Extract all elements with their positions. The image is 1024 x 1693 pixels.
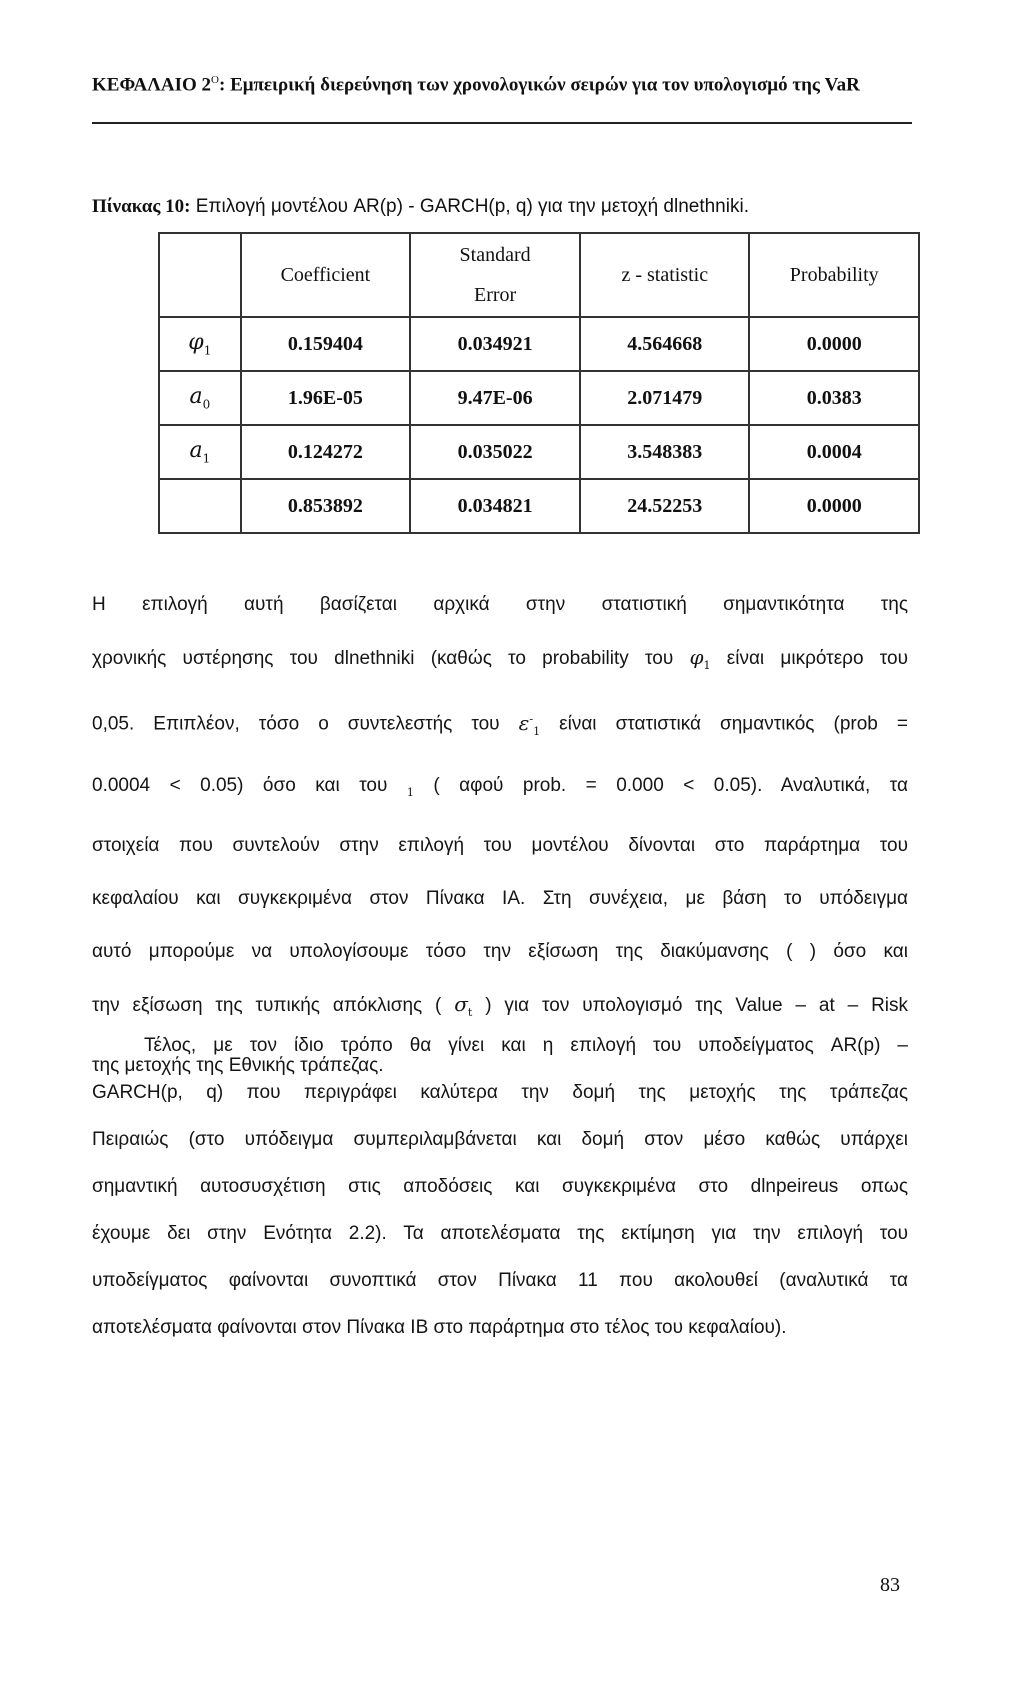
table-header-row [159,233,919,317]
row-symbol [159,479,241,533]
running-header [92,74,912,96]
cell-std-error: 9.47E-06 [410,371,580,425]
cell-std-error: 0.034821 [410,479,580,533]
header-standard-error: Standard Error [410,233,580,317]
header-divider [92,122,912,124]
paragraph-model-selection [92,578,908,1092]
text-line: κεφαλαίου και συγκεκριμένα στον Πίνακα ΙΑ. Στη συνέχεια, με βάση το υπόδειγμα [92,887,908,909]
text-line: αυτό μπορούμε να υπολογίσουμε τόσο την εξίσωση της διακύμανσης ( ) όσο και [92,940,908,962]
table-caption-label: Πίνακας 10: [92,196,191,217]
cell-std-error: 0.034921 [410,317,580,371]
text-line: της μετοχής της Εθνικής τράπεζας. [92,1054,384,1076]
cell-z-statistic: 2.071479 [580,371,749,425]
missing-symbol-subscript: 1 [406,785,414,799]
table-row [159,317,919,371]
cell-coefficient: 0.159404 [241,317,411,371]
header-empty-cell [159,233,241,317]
cell-z-statistic: 4.564668 [580,317,749,371]
row-symbol: $a_0$ [159,371,241,425]
table-row [159,479,919,533]
epsilon-symbol: $\varepsilon^-_1$ [518,710,541,738]
text-line: 0.0004 < 0.05) όσο και του $_1$ ( αφού prob. = 0.000 < 0.05). Αναλυτικά, τα [92,758,908,819]
cell-z-statistic: 3.548383 [580,425,749,479]
text-line: την εξίσωση της τυπικής απόκλισης ( $\sigma_t$ ) για τον υπολογισμό της Value – at – Risk [92,991,909,1019]
garch-results-table [158,232,920,534]
table-row [159,371,919,425]
sigma-symbol: $\sigma_t$ [454,991,473,1019]
table-caption-text: Επιλογή μοντέλου AR(p) - GARCH(p, q) για την μετοχή dlnethniki. [190,196,749,217]
text-line: σημαντική αυτοσυσχέτιση στις αποδόσεις και συγκεκριμένα στο dlnpeireus οπως [92,1176,908,1197]
phi-symbol: $\varphi_1$ [689,645,711,672]
cell-probability: 0.0383 [749,371,919,425]
cell-probability: 0.0000 [749,317,919,371]
text-line: Τέλος, με τον ίδιο τρόπο θα γίνει και η επιλογή του υποδείγματος AR(p) – [144,1035,908,1056]
cell-z-statistic: 24.52253 [580,479,749,533]
cell-coefficient: 0.124272 [241,425,411,479]
text-line: 0,05. Επιπλέον, τόσο ο συντελεστής του $\varepsilon^-_1$ είναι στατιστικά σημαντικός (prob = [92,710,908,738]
text-line: αποτελέσματα φαίνονται στον Πίνακα ΙΒ στο παράρτημα στο τέλος του κεφαλαίου). [92,1317,787,1338]
table-row [159,425,919,479]
chapter-title: : Εμπειρική διερεύνηση των χρονολογικών σειρών για τον υπολογισμό της VaR [219,74,860,96]
cell-coefficient: 1.96E-05 [241,371,411,425]
row-symbol: $a_1$ [159,425,241,479]
page-number: 83 [880,1574,900,1596]
cell-probability: 0.0000 [749,479,919,533]
header-z-statistic: z - statistic [580,233,749,317]
cell-probability: 0.0004 [749,425,919,479]
chapter-superscript: Ο [211,74,219,86]
chapter-label: ΚΕΦΑΛΑΙΟ 2 [92,74,212,96]
text-line: υποδείγματος φαίνονται συνοπτικά στον Πίνακα 11 που ακολουθεί (αναλυτικά τα [92,1270,908,1291]
text-line: Η επιλογή αυτή βασίζεται αρχικά στην στατιστική σημαντικότητα της [92,594,908,615]
text-line: GARCH(p, q) που περιγράφει καλύτερα την δομή της μετοχής της τράπεζας [92,1082,908,1103]
text-line: στοιχεία που συντελούν στην επιλογή του μοντέλου δίνονται στο παράρτημα του [92,834,908,856]
paragraph-peiraios [92,1022,908,1351]
header-coefficient: Coefficient [241,233,411,317]
header-probability: Probability [749,233,919,317]
table-caption [92,196,749,218]
text-line: Πειραιώς (στο υπόδειγμα συμπεριλαμβάνεται και δομή στον μέσο καθώς υπάρχει [92,1129,908,1150]
text-line: χρονικής υστέρησης του dlnethniki (καθώς το probability του $\varphi_1$ είναι μικρότερο του [92,645,908,672]
cell-std-error: 0.035022 [410,425,580,479]
cell-coefficient: 0.853892 [241,479,411,533]
text-line: έχουμε δει στην Ενότητα 2.2). Τα αποτελέσματα της εκτίμηση για την επιλογή του [92,1223,908,1244]
row-symbol: $\varphi_1$ [159,317,241,371]
